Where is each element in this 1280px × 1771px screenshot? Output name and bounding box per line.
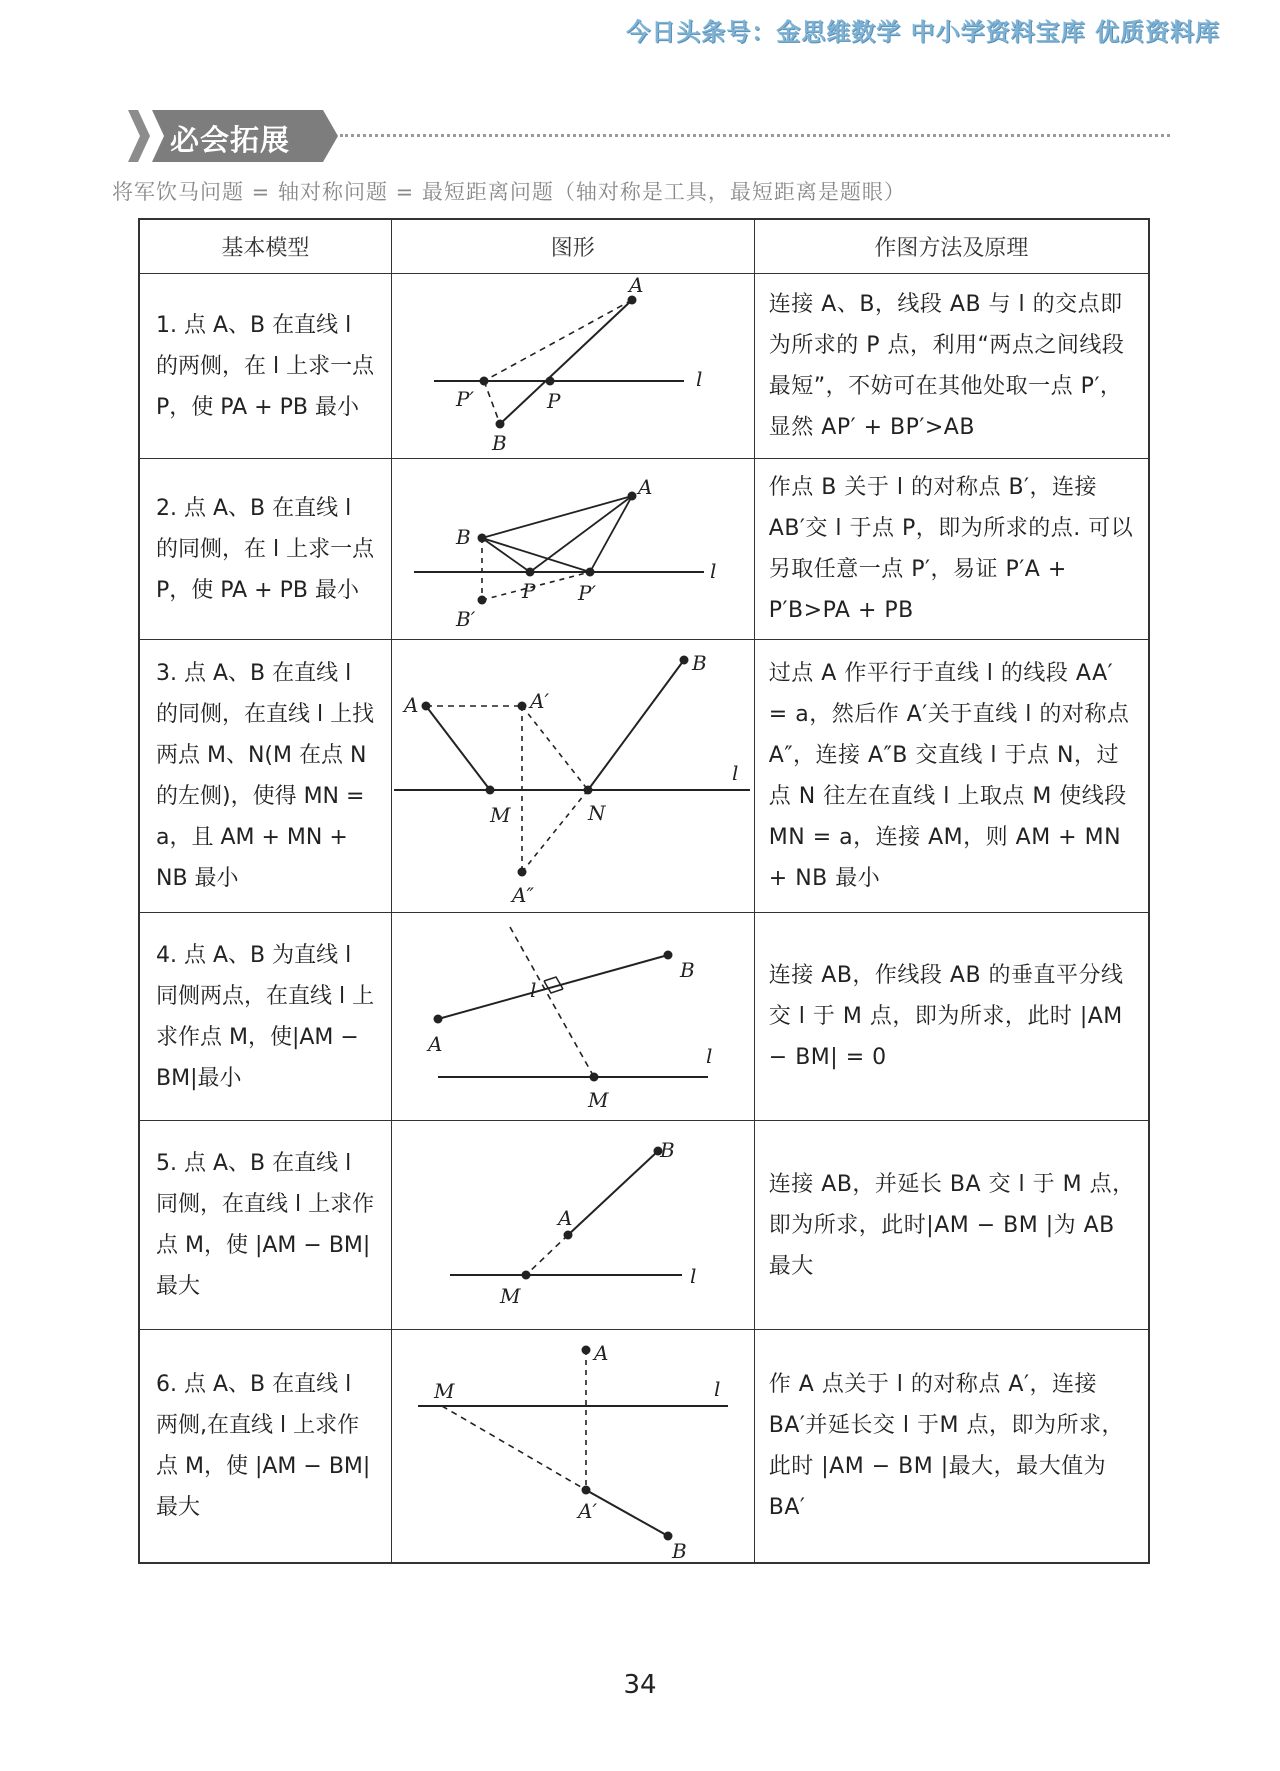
figure-cell [391, 274, 754, 459]
label-B: B [491, 431, 507, 455]
label-B-prime: B′ [455, 606, 476, 631]
figure-cell [391, 1330, 754, 1564]
figure-3 [392, 640, 754, 912]
figure-cell [391, 1121, 754, 1330]
figure-cell [391, 913, 754, 1121]
label-A-double-prime: A″ [511, 883, 534, 907]
method-cell: 过点 A 作平行于直线 l 的线段 AA′ = a，然后作 A′关于直线 l 的对称点 A″，连接 A″B 交直线 l 于点 N，过点 N 往左在直线 l 上取点 M 使线段 MN = a，连接 AM，则 AM + MN + NB 最小 [754, 640, 1149, 913]
method-cell: 连接 AB，作线段 AB 的垂直平分线交 l 于 M 点，即为所求，此时 |AM − BM| = 0 [754, 913, 1149, 1121]
subtitle: 将军饮马问题 = 轴对称问题 = 最短距离问题（轴对称是工具，最短距离是题眼） [112, 180, 906, 204]
method-cell: 作点 B 关于 l 的对称点 B′，连接 AB′交 l 于点 P，即为所求的点. 可以另取任意一点 P′，易证 P′A + P′B>PA + PB [754, 459, 1149, 640]
label-M: M [489, 803, 511, 827]
header-brand: 今日头条号：金思维数学 中小学资料宝库 优质资料库 [626, 18, 1220, 46]
label-B: B [659, 1138, 675, 1162]
figure-5 [392, 1121, 754, 1329]
label-l: l [705, 1044, 713, 1068]
figure-2 [392, 466, 754, 633]
header-figure: 图形 [391, 219, 754, 274]
model-cell: 6. 点 A、B 在直线 l 两侧,在直线 l 上求作点 M，使 |AM − BM|最大 [139, 1330, 391, 1564]
method-cell: 连接 A、B，线段 AB 与 l 的交点即为所求的 P 点，利用“两点之间线段最短”，不妨可在其他处取一点 P′，显然 AP′ + BP′>AB [754, 274, 1149, 459]
models-table [138, 218, 1150, 1564]
table-row [139, 913, 1149, 1121]
label-B: B [691, 651, 707, 675]
figure-4 [392, 913, 754, 1120]
model-cell: 5. 点 A、B 在直线 l 同侧，在直线 l 上求作点 M，使 |AM − BM|最大 [139, 1121, 391, 1330]
model-cell: 2. 点 A、B 在直线 l 的同侧，在 l 上求一点 P，使 PA + PB 最小 [139, 459, 391, 640]
model-cell: 1. 点 A、B 在直线 l 的两侧，在 l 上求一点 P，使 PA + PB 最小 [139, 274, 391, 459]
figure-cell [391, 640, 754, 913]
section-divider [340, 134, 1170, 137]
model-cell: 4. 点 A、B 为直线 l 同侧两点，在直线 l 上求作点 M，使|AM − BM|最小 [139, 913, 391, 1121]
page-number: 34 [623, 1670, 657, 1700]
label-P-prime: P′ [455, 387, 474, 411]
table-header-row [139, 219, 1149, 274]
label-B: B [679, 958, 695, 982]
label-l: l [695, 367, 703, 391]
table-row [139, 459, 1149, 640]
table-row [139, 1121, 1149, 1330]
header-method: 作图方法及原理 [754, 219, 1149, 274]
label-M: M [499, 1284, 521, 1308]
model-cell: 3. 点 A、B 在直线 l 的同侧，在直线 l 上找两点 M、N(M 在点 N 的左侧)，使得 MN = a，且 AM + MN + NB 最小 [139, 640, 391, 913]
label-B: B [671, 1539, 687, 1562]
section-badge [128, 110, 338, 162]
label-l-perpendicular: l [529, 978, 537, 1002]
figure-cell [391, 459, 754, 640]
label-l: l [689, 1264, 697, 1288]
label-M: M [433, 1379, 455, 1403]
label-l: l [713, 1377, 721, 1401]
label-A: A [628, 274, 644, 297]
figure-6 [392, 1330, 754, 1562]
label-B: B [455, 524, 471, 549]
label-A: A [637, 474, 653, 499]
label-P-prime: P′ [577, 580, 596, 605]
header-model: 基本模型 [139, 219, 391, 274]
figure-1 [392, 274, 754, 458]
label-A: A [403, 693, 419, 717]
table-row [139, 640, 1149, 913]
label-l: l [709, 558, 717, 583]
label-A-prime: A′ [577, 1499, 597, 1523]
label-P: P [546, 389, 561, 413]
label-A: A [557, 1206, 573, 1230]
table-row [139, 1330, 1149, 1564]
label-A: A [427, 1032, 443, 1056]
method-cell: 连接 AB，并延长 BA 交 l 于 M 点，即为所求，此时|AM − BM |为 AB 最大 [754, 1121, 1149, 1330]
label-A-prime: A′ [529, 689, 549, 713]
label-M: M [587, 1088, 609, 1112]
label-A: A [593, 1341, 609, 1365]
section-title: 必会拓展 [170, 123, 291, 157]
label-N: N [587, 801, 606, 825]
method-cell: 作 A 点关于 l 的对称点 A′，连接 BA′并延长交 l 于M 点，即为所求，此时 |AM − BM |最大，最大值为 BA′ [754, 1330, 1149, 1564]
label-P: P [521, 578, 536, 603]
table-row [139, 274, 1149, 459]
label-l: l [731, 761, 739, 785]
